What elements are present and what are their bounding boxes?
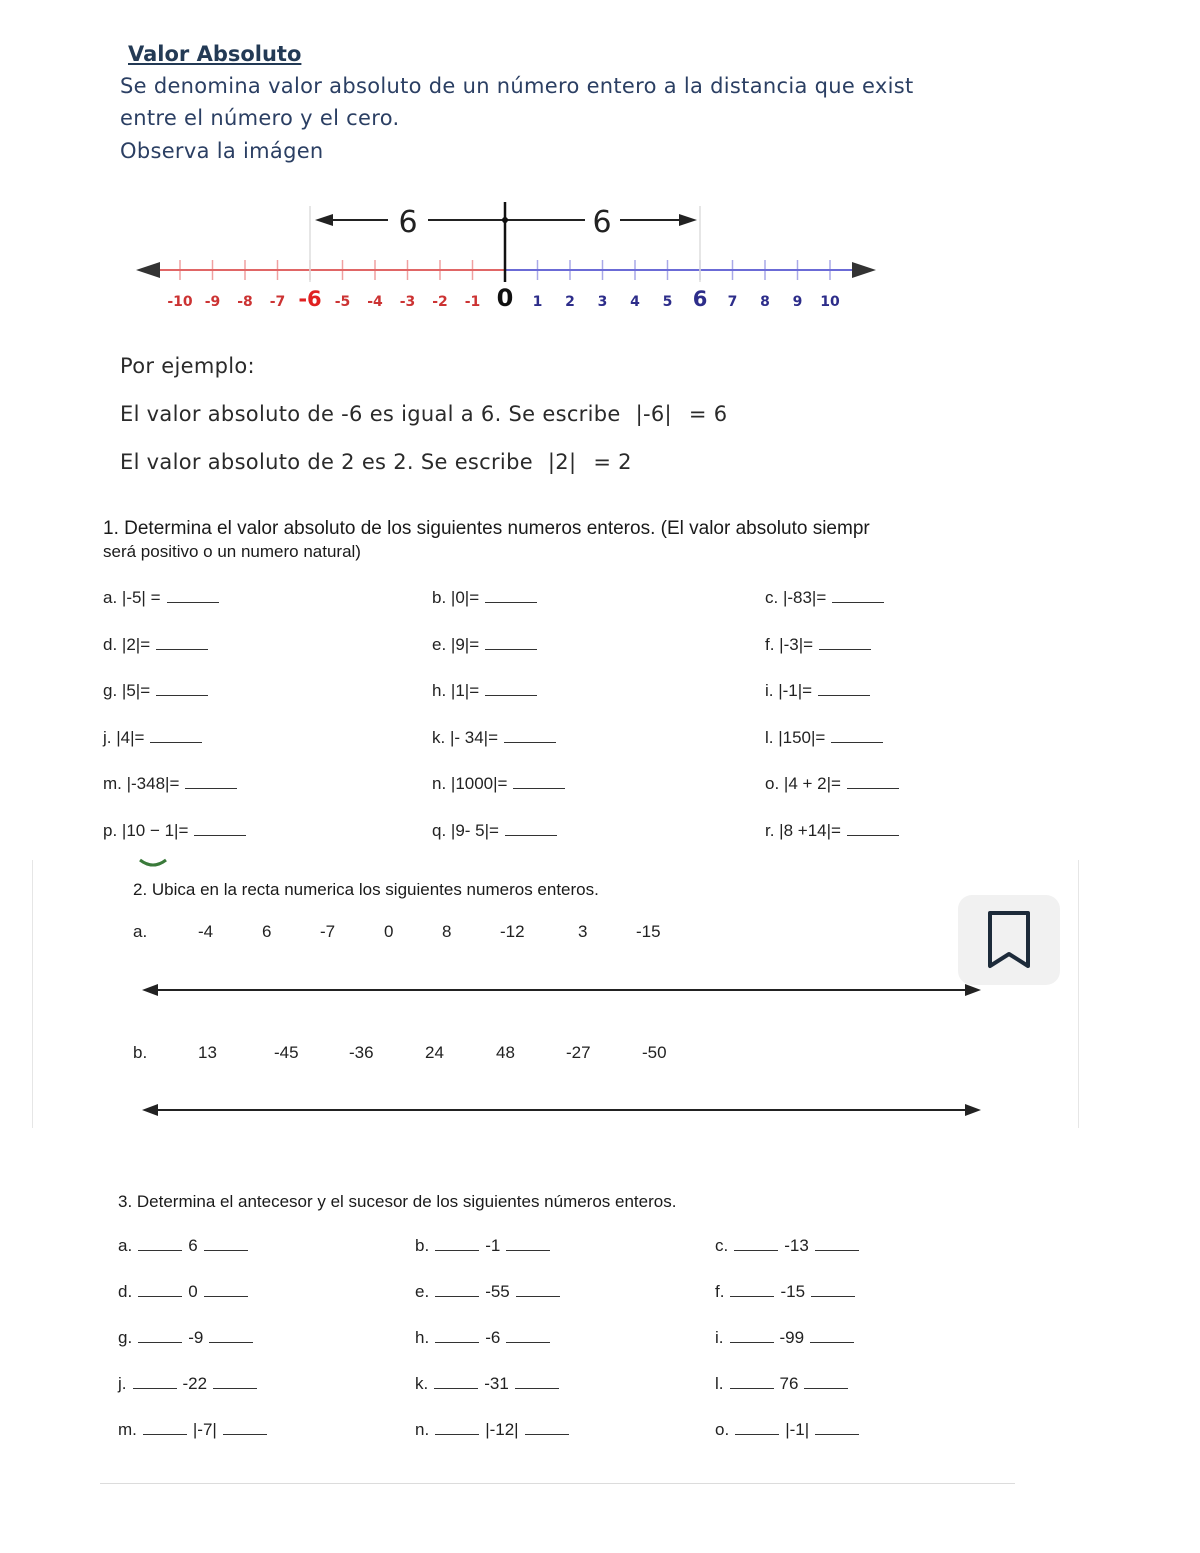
number-to-place: -36 bbox=[349, 1043, 374, 1062]
q3-item-letter: h. bbox=[415, 1328, 430, 1347]
q3-item-letter: f. bbox=[715, 1282, 725, 1301]
q1-item bbox=[765, 588, 884, 608]
q3-item-value: -13 bbox=[784, 1236, 809, 1255]
q1-item bbox=[432, 821, 557, 841]
successor-blank[interactable] bbox=[815, 1420, 859, 1435]
q3-item bbox=[415, 1374, 565, 1394]
q3-item bbox=[118, 1236, 254, 1256]
predecessor-blank[interactable] bbox=[730, 1328, 774, 1343]
q3-item bbox=[715, 1328, 860, 1348]
q1-item bbox=[103, 681, 208, 701]
q3-item-value: -22 bbox=[182, 1374, 208, 1393]
answer-blank[interactable] bbox=[485, 588, 537, 603]
q3-item-letter: g. bbox=[118, 1328, 133, 1347]
number-line-label: 9 bbox=[792, 294, 803, 310]
successor-blank[interactable] bbox=[525, 1420, 569, 1435]
q3-item-value: 0 bbox=[188, 1282, 198, 1301]
answer-blank[interactable] bbox=[505, 821, 557, 836]
number-line-label: 4 bbox=[630, 294, 640, 310]
q3-item-value: -15 bbox=[780, 1282, 806, 1301]
q3-item-value: -55 bbox=[485, 1282, 510, 1301]
answer-blank[interactable] bbox=[156, 681, 208, 696]
number-to-place: -50 bbox=[642, 1043, 667, 1062]
q3-item bbox=[118, 1282, 254, 1302]
number-line-label: 1 bbox=[532, 294, 543, 310]
predecessor-blank[interactable] bbox=[435, 1236, 479, 1251]
answer-blank[interactable] bbox=[818, 681, 870, 696]
q1-item-label: e. |9|= bbox=[432, 634, 480, 654]
successor-blank[interactable] bbox=[506, 1328, 550, 1343]
q1-instruction-line-2: será positivo o un numero natural) bbox=[103, 542, 361, 561]
q1-item bbox=[103, 588, 219, 608]
successor-blank[interactable] bbox=[811, 1282, 855, 1297]
q3-item-value: 6 bbox=[188, 1236, 198, 1255]
zero-dot bbox=[502, 217, 508, 223]
predecessor-blank[interactable] bbox=[138, 1236, 182, 1251]
q1-item bbox=[103, 635, 208, 655]
q3-item bbox=[715, 1236, 865, 1256]
example-1-text: El valor absoluto de -6 es igual a 6. Se escribe bbox=[120, 402, 621, 426]
q1-item bbox=[765, 681, 870, 701]
q3-item-letter: e. bbox=[415, 1282, 430, 1301]
answer-blank[interactable] bbox=[513, 774, 565, 789]
q3-item-letter: n. bbox=[415, 1420, 430, 1439]
successor-blank[interactable] bbox=[810, 1328, 854, 1343]
q3-item bbox=[118, 1420, 273, 1440]
example-2-text: El valor absoluto de 2 es 2. Se escribe bbox=[120, 450, 533, 474]
number-line-label: -3 bbox=[399, 294, 416, 310]
q3-item-letter: a. bbox=[118, 1236, 133, 1255]
predecessor-blank[interactable] bbox=[138, 1328, 182, 1343]
q1-item bbox=[765, 821, 899, 841]
q3-item bbox=[715, 1374, 854, 1394]
predecessor-blank[interactable] bbox=[138, 1282, 182, 1297]
number-to-place: -15 bbox=[636, 922, 661, 941]
q3-item bbox=[715, 1282, 861, 1302]
q3-item-letter: l. bbox=[715, 1374, 724, 1393]
successor-blank[interactable] bbox=[209, 1328, 253, 1343]
number-line-label: 8 bbox=[760, 294, 770, 310]
q1-item-label: l. |150|= bbox=[765, 727, 826, 747]
q1-item bbox=[432, 588, 537, 608]
answer-blank[interactable] bbox=[504, 728, 556, 743]
page-title: Valor Absoluto bbox=[128, 42, 302, 66]
answer-blank[interactable] bbox=[832, 588, 884, 603]
number-to-place: 6 bbox=[262, 922, 272, 941]
number-line-label: 10 bbox=[820, 294, 840, 310]
q3-instruction: 3. Determina el antecesor y el sucesor de los siguientes números enteros. bbox=[118, 1192, 677, 1211]
successor-blank[interactable] bbox=[815, 1236, 859, 1251]
predecessor-blank[interactable] bbox=[434, 1374, 478, 1389]
answer-blank[interactable] bbox=[485, 681, 537, 696]
answer-blank[interactable] bbox=[185, 774, 237, 789]
number-to-place: 0 bbox=[384, 922, 394, 941]
q1-item bbox=[432, 681, 537, 701]
left-distance-label: 6 bbox=[398, 205, 418, 240]
number-to-place: 8 bbox=[442, 922, 452, 941]
bookmark-icon bbox=[958, 895, 1060, 985]
number-line-label: -2 bbox=[432, 294, 448, 310]
q3-item-value: |-12| bbox=[485, 1420, 519, 1439]
number-line-label: -10 bbox=[167, 294, 193, 310]
number-to-place: 13 bbox=[198, 1043, 217, 1062]
q1-item bbox=[103, 774, 237, 794]
example-1 bbox=[120, 402, 727, 426]
predecessor-blank[interactable] bbox=[730, 1282, 774, 1297]
successor-blank[interactable] bbox=[223, 1420, 267, 1435]
q1-item-label: m. |-348|= bbox=[103, 774, 180, 793]
q3-item-letter: o. bbox=[715, 1420, 730, 1439]
answer-blank[interactable] bbox=[831, 728, 883, 743]
q3-item bbox=[715, 1420, 865, 1440]
answer-blank[interactable] bbox=[847, 774, 899, 789]
answer-blank[interactable] bbox=[847, 821, 899, 836]
answer-blank[interactable] bbox=[167, 588, 219, 603]
q1-item-label: k. |- 34|= bbox=[432, 727, 498, 747]
predecessor-blank[interactable] bbox=[435, 1328, 479, 1343]
bottom-divider bbox=[100, 1483, 1015, 1484]
left-arrowhead bbox=[136, 262, 160, 278]
number-to-place: 48 bbox=[496, 1043, 515, 1062]
predecessor-blank[interactable] bbox=[730, 1374, 774, 1389]
q1-item-label: d. |2|= bbox=[103, 634, 151, 654]
number-to-place: -7 bbox=[320, 922, 336, 941]
q3-item-value: 76 bbox=[779, 1374, 799, 1393]
answer-blank[interactable] bbox=[150, 728, 202, 743]
q3-item-letter: k. bbox=[415, 1374, 429, 1393]
q2-number-line-a[interactable] bbox=[140, 980, 985, 1000]
intro-line-1: Se denomina valor absoluto de un número entero a la distancia que exist bbox=[120, 74, 914, 98]
number-line-label: -4 bbox=[367, 294, 383, 310]
q3-item bbox=[415, 1420, 575, 1440]
number-line-label: 5 bbox=[662, 294, 673, 310]
left-distance-arrow bbox=[315, 214, 333, 226]
number-line-label: 2 bbox=[565, 294, 575, 310]
q3-item-value: |-7| bbox=[192, 1420, 217, 1439]
q1-item bbox=[765, 728, 883, 748]
number-to-place: 3 bbox=[578, 922, 588, 941]
q1-item-label: a. |-5| = bbox=[103, 588, 161, 607]
q3-item bbox=[415, 1282, 566, 1302]
answer-blank[interactable] bbox=[194, 821, 246, 836]
successor-blank[interactable] bbox=[804, 1374, 848, 1389]
number-line-label: -1 bbox=[464, 294, 481, 310]
predecessor-blank[interactable] bbox=[735, 1420, 779, 1435]
q1-item bbox=[103, 728, 202, 748]
number-line-label: 7 bbox=[727, 294, 738, 310]
example-2-expr: |2| bbox=[547, 450, 577, 474]
number-line-label: 6 bbox=[692, 287, 708, 311]
q1-item bbox=[432, 635, 537, 655]
q3-item bbox=[415, 1328, 556, 1348]
q3-item-value: -99 bbox=[779, 1328, 805, 1347]
q1-item-label: h. |1|= bbox=[432, 681, 480, 700]
example-1-result: = 6 bbox=[688, 402, 728, 426]
q2-instruction: 2. Ubica en la recta numerica los siguientes numeros enteros. bbox=[133, 880, 599, 899]
q3-item bbox=[118, 1328, 259, 1348]
q1-item bbox=[432, 728, 556, 748]
successor-blank[interactable] bbox=[213, 1374, 257, 1389]
q1-item-label: o. |4 + 2|= bbox=[765, 774, 841, 793]
q1-item-label: j. |4|= bbox=[103, 727, 145, 747]
predecessor-blank[interactable] bbox=[734, 1236, 778, 1251]
intro-line-2: entre el número y el cero. bbox=[120, 106, 400, 130]
number-line-label: 3 bbox=[597, 294, 608, 310]
intro-line-3: Observa la imágen bbox=[120, 139, 324, 163]
scroll-indicator bbox=[138, 856, 168, 870]
q1-item-label: i. |-1|= bbox=[765, 681, 813, 700]
q1-item-label: n. |1000|= bbox=[432, 774, 508, 793]
number-to-place: -27 bbox=[566, 1043, 591, 1062]
q3-item-value: -6 bbox=[485, 1328, 501, 1347]
right-arrowhead bbox=[852, 262, 876, 278]
q1-instruction-line-1: 1. Determina el valor absoluto de los siguientes numeros enteros. (El valor absoluto siempr bbox=[103, 518, 870, 539]
right-distance-label: 6 bbox=[592, 205, 612, 240]
q1-item bbox=[432, 774, 565, 794]
q1-item-label: f. |-3|= bbox=[765, 634, 814, 654]
bookmark-button[interactable] bbox=[958, 895, 1060, 985]
answer-blank[interactable] bbox=[485, 635, 537, 650]
row-letter: a. bbox=[133, 922, 148, 941]
number-line-label: -8 bbox=[237, 294, 253, 310]
number-to-place: -4 bbox=[198, 922, 214, 941]
successor-blank[interactable] bbox=[515, 1374, 559, 1389]
number-line-label: 0 bbox=[496, 284, 514, 312]
q3-item-value: -31 bbox=[484, 1374, 509, 1393]
q1-item-label: q. |9- 5|= bbox=[432, 820, 499, 840]
q1-item bbox=[765, 635, 871, 655]
absolute-value-number-line bbox=[0, 190, 1200, 320]
example-2-result: = 2 bbox=[593, 450, 632, 474]
successor-blank[interactable] bbox=[506, 1236, 550, 1251]
number-line-label: -6 bbox=[298, 287, 322, 311]
q3-item-letter: m. bbox=[118, 1420, 137, 1439]
number-to-place: 24 bbox=[425, 1043, 444, 1062]
q1-item-label: c. |-83|= bbox=[765, 588, 827, 607]
q1-item bbox=[765, 774, 899, 794]
number-line-label: -9 bbox=[204, 294, 221, 310]
number-line-label: -5 bbox=[334, 294, 351, 310]
predecessor-blank[interactable] bbox=[435, 1282, 479, 1297]
q2-number-line-b[interactable] bbox=[140, 1100, 985, 1120]
answer-blank[interactable] bbox=[819, 635, 871, 650]
q1-item-label: r. |8 +14|= bbox=[765, 820, 841, 840]
q3-item bbox=[415, 1236, 556, 1256]
predecessor-blank[interactable] bbox=[133, 1374, 177, 1389]
q3-item-letter: b. bbox=[415, 1236, 430, 1255]
example-1-expr: |-6| bbox=[635, 402, 672, 426]
q3-item-value: -9 bbox=[188, 1328, 204, 1347]
number-line-label: -7 bbox=[269, 294, 286, 310]
answer-blank[interactable] bbox=[156, 635, 208, 650]
row-letter: b. bbox=[133, 1043, 148, 1062]
q1-item bbox=[103, 821, 246, 841]
q3-item-letter: j. bbox=[118, 1374, 127, 1393]
q3-item-letter: i. bbox=[715, 1328, 724, 1347]
successor-blank[interactable] bbox=[516, 1282, 560, 1297]
q1-item-label: b. |0|= bbox=[432, 588, 480, 607]
q3-item-value: -1 bbox=[485, 1236, 501, 1255]
number-to-place: -45 bbox=[274, 1043, 299, 1062]
predecessor-blank[interactable] bbox=[435, 1420, 479, 1435]
right-distance-arrow bbox=[679, 214, 697, 226]
q3-item bbox=[118, 1374, 263, 1394]
number-to-place: -12 bbox=[500, 922, 525, 941]
q1-item-label: p. |10 − 1|= bbox=[103, 820, 189, 840]
q1-item-label: g. |5|= bbox=[103, 681, 151, 700]
example-2 bbox=[120, 450, 632, 474]
q3-item-value: |-1| bbox=[785, 1420, 810, 1439]
predecessor-blank[interactable] bbox=[143, 1420, 187, 1435]
examples-heading: Por ejemplo: bbox=[120, 354, 255, 378]
successor-blank[interactable] bbox=[204, 1282, 248, 1297]
q3-item-letter: c. bbox=[715, 1236, 729, 1255]
successor-blank[interactable] bbox=[204, 1236, 248, 1251]
q3-item-letter: d. bbox=[118, 1282, 133, 1301]
